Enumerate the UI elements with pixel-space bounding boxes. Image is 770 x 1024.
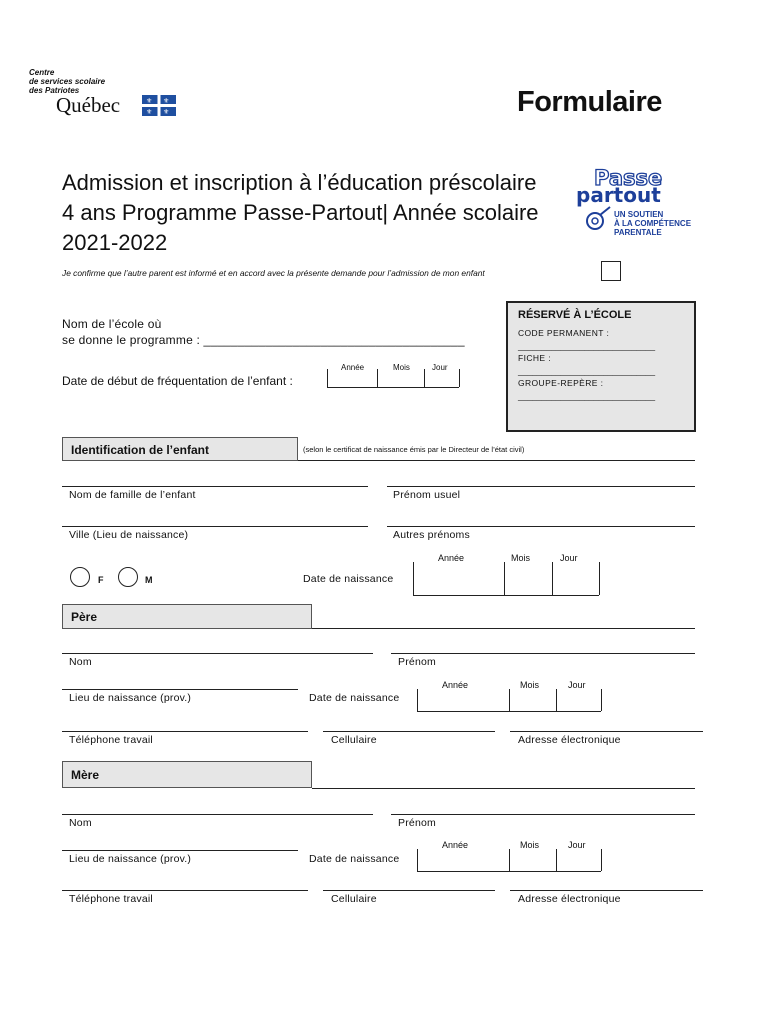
start-date-label: Date de début de fréquentation de l’enfant : — [62, 374, 293, 388]
form-heading: Formulaire — [517, 86, 662, 118]
title-line3: 2021-2022 — [62, 230, 168, 255]
child-birth-year-label: Année — [438, 553, 465, 563]
org-logo — [29, 68, 105, 95]
org-name-line3: des Patriotes — [29, 86, 80, 95]
reserved-panel — [506, 301, 696, 432]
passe-partout-logo — [574, 166, 694, 246]
consent-checkbox[interactable] — [601, 261, 621, 281]
svg-text:⚜: ⚜ — [146, 108, 153, 116]
svg-text:⚜: ⚜ — [163, 97, 170, 105]
mother-section-title: Mère — [71, 768, 100, 782]
mother-birth-year-label: Année — [442, 840, 469, 850]
quebec-flag-icon — [142, 95, 176, 116]
reserved-code-line[interactable]: _____________________________ — [518, 341, 656, 351]
reserved-title: RÉSERVÉ À L’ÉCOLE — [518, 309, 632, 321]
school-name-line2: se donne le programme : ______________________________________ — [62, 333, 465, 347]
mother-birthplace-field[interactable] — [62, 850, 298, 851]
child-other-names-field[interactable] — [387, 526, 695, 527]
mother-birth-day-label: Jour — [568, 840, 586, 850]
consent-text: Je confirme que l’autre parent est informé et en accord avec la présente demande pour l’admission de mon enfant — [62, 268, 485, 278]
mother-last-name-label: Nom — [69, 817, 92, 829]
child-birth-date-field[interactable] — [413, 562, 599, 595]
father-work-phone-field[interactable] — [62, 731, 308, 732]
org-name-line1: Centre — [29, 68, 55, 77]
father-email-label: Adresse électronique — [518, 734, 621, 746]
father-first-name-label: Prénom — [398, 656, 436, 668]
father-email-field[interactable] — [510, 731, 703, 732]
father-work-phone-label: Téléphone travail — [69, 734, 153, 746]
father-section-header — [62, 604, 312, 629]
reserved-group-label: GROUPE-REPÈRE : — [518, 378, 604, 388]
logo-tag1: UN SOUTIEN — [614, 210, 664, 219]
child-section-title: Identification de l’enfant — [71, 443, 210, 457]
svg-text:⚜: ⚜ — [146, 97, 153, 105]
quebec-wordmark: Québec — [56, 93, 121, 117]
father-section-title: Père — [71, 610, 98, 624]
logo-passe: Passe — [594, 166, 663, 190]
mother-birthplace-label: Lieu de naissance (prov.) — [69, 853, 192, 865]
school-name-label — [62, 316, 465, 348]
radio-female-label: F — [98, 575, 104, 585]
father-last-name-field[interactable] — [62, 653, 373, 654]
mother-first-name-label: Prénom — [398, 817, 436, 829]
radio-male-label: M — [145, 575, 153, 585]
child-section-note: (selon le certificat de naissance émis par le Directeur de l’état civil) — [303, 445, 525, 454]
mother-header-line — [312, 788, 695, 789]
father-first-name-field[interactable] — [391, 653, 695, 654]
logo-tag2: À LA COMPÉTENCE — [614, 219, 692, 228]
title-line2: 4 ans Programme Passe-Partout| Année scolaire — [62, 200, 539, 225]
mother-email-field[interactable] — [510, 890, 703, 891]
logo-partout: partout — [576, 183, 661, 207]
start-day-label: Jour — [432, 363, 448, 372]
title-line1: Admission et inscription à l’éducation préscolaire — [62, 170, 537, 195]
reserved-group-line[interactable]: _____________________________ — [518, 391, 656, 401]
start-month-label: Mois — [393, 363, 410, 372]
logo-tagline — [614, 210, 691, 237]
mother-section-header — [62, 761, 312, 788]
child-city-field[interactable] — [62, 526, 368, 527]
child-section-header — [62, 437, 298, 461]
child-birth-label: Date de naissance — [303, 573, 394, 585]
child-first-name-field[interactable] — [387, 486, 695, 487]
child-family-name-label: Nom de famille de l’enfant — [69, 489, 196, 501]
father-birth-day-label: Jour — [568, 680, 586, 690]
mother-last-name-field[interactable] — [62, 814, 373, 815]
mother-first-name-field[interactable] — [391, 814, 695, 815]
child-city-label: Ville (Lieu de naissance) — [69, 529, 189, 541]
mother-cell-field[interactable] — [323, 890, 495, 891]
school-name-line1: Nom de l’école où — [62, 317, 162, 331]
father-birthplace-label: Lieu de naissance (prov.) — [69, 692, 192, 704]
radio-female[interactable] — [70, 567, 90, 587]
svg-text:⚜: ⚜ — [163, 108, 170, 116]
child-other-names-label: Autres prénoms — [393, 529, 470, 541]
mother-birth-month-label: Mois — [520, 840, 540, 850]
mother-work-phone-label: Téléphone travail — [69, 893, 153, 905]
start-date-field[interactable] — [327, 369, 459, 387]
child-first-name-label: Prénom usuel — [393, 489, 461, 501]
guitar-key-icon — [584, 206, 612, 232]
father-cell-field[interactable] — [323, 731, 495, 732]
father-last-name-label: Nom — [69, 656, 92, 668]
child-birth-month-label: Mois — [511, 553, 531, 563]
page-title — [62, 168, 539, 258]
father-header-line — [312, 628, 695, 629]
father-cell-label: Cellulaire — [331, 734, 377, 746]
child-header-line — [298, 460, 695, 461]
mother-birth-date-field[interactable] — [417, 849, 601, 871]
father-birth-label: Date de naissance — [309, 692, 400, 704]
logo-tag3: PARENTALE — [614, 228, 662, 237]
father-birthplace-field[interactable] — [62, 689, 298, 690]
reserved-fiche-label: FICHE : — [518, 353, 552, 363]
start-year-label: Année — [341, 363, 365, 372]
mother-work-phone-field[interactable] — [62, 890, 308, 891]
father-birth-date-field[interactable] — [417, 689, 601, 711]
mother-email-label: Adresse électronique — [518, 893, 621, 905]
mother-cell-label: Cellulaire — [331, 893, 377, 905]
radio-male[interactable] — [118, 567, 138, 587]
reserved-code-label: CODE PERMANENT : — [518, 328, 610, 338]
father-birth-year-label: Année — [442, 680, 469, 690]
child-family-name-field[interactable] — [62, 486, 368, 487]
reserved-fiche-line[interactable]: _____________________________ — [518, 366, 656, 376]
father-birth-month-label: Mois — [520, 680, 540, 690]
org-name-line2: de services scolaire — [29, 77, 106, 86]
mother-birth-label: Date de naissance — [309, 853, 400, 865]
child-birth-day-label: Jour — [560, 553, 578, 563]
